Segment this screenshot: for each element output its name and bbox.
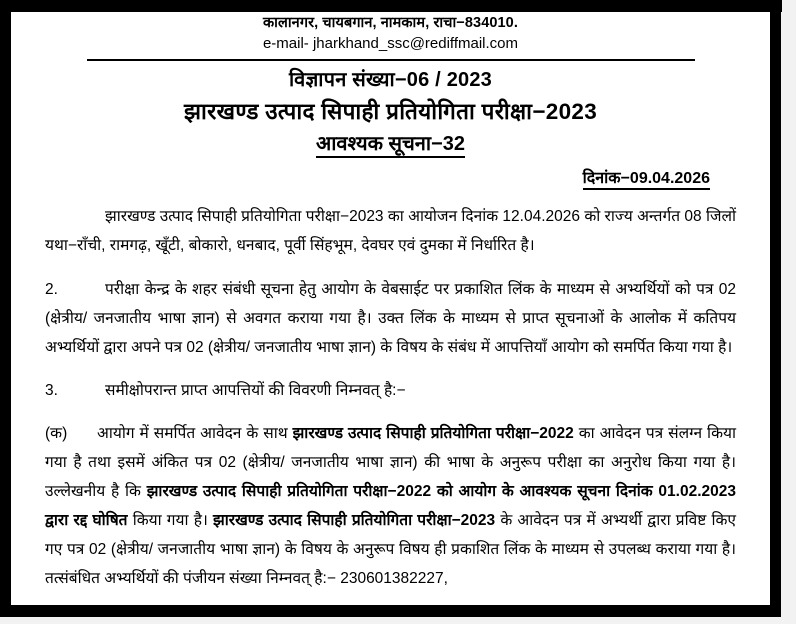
paragraph-2-text: परीक्षा केन्द्र के शहर संबंधी सूचना हेतु आयोग के वेबसाईट पर प्रकाशित लिंक के माध्यम से अभ्यर्थियों को पत्र 02 (क्षेत्रीय/ जनजातीय भाषा ज्ञान) से अवगत कराया गया है। उक्त लिंक के माध्यम से प्राप्त सूचनाओं के आलोक में कतिपय अभ्यर्थियों द्वारा अपने पत्र 02 (क्षेत्रीय/ जनजातीय भाषा ज्ञान) के विषय के संबंध में आपत्तियाँ आयोग को समर्पित किया गया है। (45, 281, 736, 356)
paragraph-ka-bold-3: झारखण्ड उत्पाद सिपाही प्रतियोगिता परीक्षा−2023 (213, 512, 496, 529)
paragraph-ka-seg-1: आयोग में समर्पित आवेदन के साथ (97, 425, 293, 442)
paragraph-2-number: 2. (45, 281, 58, 298)
paragraph-ka (45, 419, 736, 593)
advertisement-number: विज्ञापन संख्या−06 / 2023 (288, 69, 492, 91)
page-border-top (0, 0, 782, 12)
paragraph-2 (45, 275, 736, 362)
paragraph-ka-seg-4: के आवेदन पत्र में अभ्यर्थी द्वारा प्रविष्ट किए गए पत्र 02 (क्षेत्रीय/ जनजातीय भाषा ज्ञान) के विषय के अनुरूप विषय ही प्रकाशित लिंक के माध्यम से उपलब्ध कराया गया है। तत्संबंधित अभ्यर्थियों की पंजीयन संख्या निम्नवत् है:− (45, 512, 736, 587)
document-body (11, 202, 770, 593)
paragraph-ka-label: (क) (45, 425, 68, 442)
issue-date-text: दिनांक−09.04.2026 (583, 170, 710, 190)
paragraph-1: झारखण्ड उत्पाद सिपाही प्रतियोगिता परीक्षा−2023 का आयोजन दिनांक 12.04.2026 को राज्य अन्तर्गत 08 जिलों यथा−राँची, रामगढ़, खूँटी, बोकारो, धनबाद, पूर्वी सिंहभूम, देवघर एवं दुमका में निर्धारित है। (45, 208, 736, 254)
header-divider (87, 59, 695, 61)
paragraph-ka-seg-3: किया गया है। (127, 512, 214, 529)
paragraph-ka-seg-2: का आवेदन पत्र संलग्न किया गया है तथा इसमें अंकित पत्र 02 (क्षेत्रीय/ जनजातीय भाषा ज्ञान) की भाषा के अनुरूप परीक्षा का अनुरोध किया गया है। उल्लेखनीय है कि (45, 425, 736, 500)
office-address: कालानगर, चायबगान, नामकाम, राचा−834010. (263, 15, 518, 31)
notice-number (11, 130, 770, 158)
office-email: e-mail- jharkhand_ssc@rediffmail.com (262, 35, 519, 52)
paragraph-3-text: समीक्षोपरान्त प्राप्त आपत्तियों की विवरणी निम्नवत् है:− (105, 382, 406, 399)
page-border-left (0, 0, 11, 617)
notice-number-text: आवश्यक सूचना−32 (316, 133, 465, 158)
document-sheet (11, 12, 770, 605)
exam-title: झारखण्ड उत्पाद सिपाही प्रतियोगिता परीक्षा−2023 (183, 99, 598, 124)
paragraph-3-number: 3. (45, 382, 58, 399)
paragraph-ka-bold-2: झारखण्ड उत्पाद सिपाही प्रतियोगिता परीक्षा−2022 को आयोग के आवश्यक सूचना दिनांक 01.02.2023 द्वारा रद्द घोषित (45, 483, 736, 529)
paragraph-3 (45, 376, 736, 405)
registration-number: 230601382227, (340, 570, 448, 587)
issue-date (11, 168, 770, 190)
page-border-bottom (0, 605, 781, 617)
paragraph-ka-bold-1: झारखण्ड उत्पाद सिपाही प्रतियोगिता परीक्षा−2022 (292, 425, 574, 442)
page-border-right (770, 8, 781, 617)
